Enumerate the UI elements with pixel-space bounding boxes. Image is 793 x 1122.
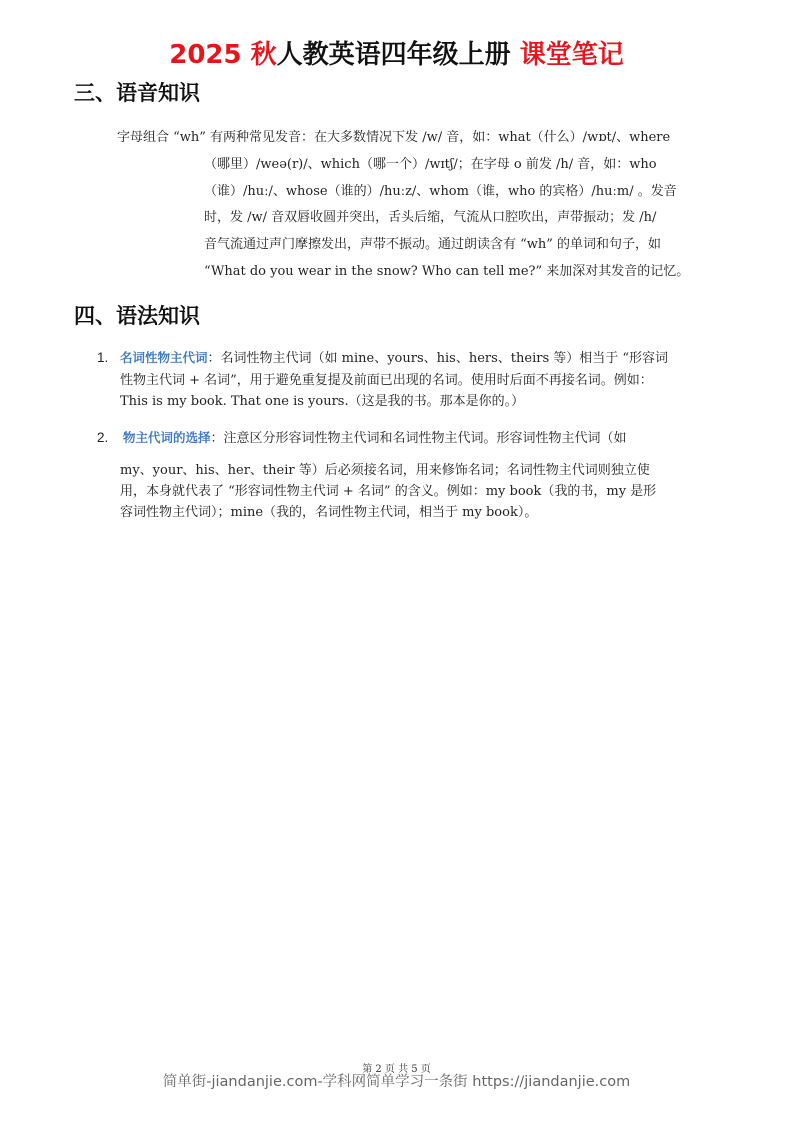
paragraph-line: 字母组合 “wh” 有两种常见发音：在大多数情况下发 /w/ 音，如：what（什么）/wɒt/、where: [117, 130, 671, 145]
paragraph-line: （谁）/huː/、whose（谁的）/huːz/、whom（谁，who 的宾格）/huːm/ 。发音: [204, 183, 677, 199]
section-heading-phonetics: 三、语音知识: [74, 81, 200, 105]
item-line: [120, 347, 668, 370]
grammar-item-1: [97, 347, 669, 413]
title-subject: 人教英语四年级上册: [276, 40, 511, 70]
page-number: 第 2 页 共 5 页: [362, 1064, 431, 1075]
phonetics-paragraph: [117, 125, 690, 286]
section-heading-grammar: 四、语法知识: [74, 304, 200, 328]
title-year: 2025 秋: [169, 40, 277, 70]
item-line: my、your、his、her、their 等）后必须接名词，用来修饰名词；名词性物主代词则独立使: [120, 463, 650, 478]
page-title: [0, 38, 793, 72]
grammar-item-2: [97, 427, 657, 523]
paragraph-line: （哪里）/weə(r)/、which（哪一个）/wɪtʃ/；在字母 o 前发 /h/ 音，如：who: [204, 156, 657, 172]
item-line: 容词性物主代词）；mine（我的，名词性物主代词，相当于 my book）。: [120, 505, 538, 520]
item-text: ：注意区分形容词性物主代词和名词性物主代词。形容词性物主代词（如: [210, 431, 627, 446]
paragraph-line: 音气流通过声门摩擦发出，声带不振动。通过朗读含有 “wh” 的单词和句子，如: [204, 237, 662, 253]
item-line: This is my book. That one is yours.（这是我的书。那本是你的。）: [120, 394, 525, 409]
paragraph-line: 时，发 /w/ 音双唇收圆并突出，舌头后缩，气流从口腔吹出，声带振动；发 /h/: [204, 210, 657, 226]
paragraph-line: “What do you wear in the snow? Who can tell me?” 来加深对其发音的记忆。: [204, 263, 690, 279]
item-heading: 物主代词的选择: [123, 430, 211, 445]
item-line: 性物主代词 + 名词”，用于避免重复提及前面已出现的名词。使用时后面不再接名词。例如：: [120, 372, 653, 388]
title-notes: 课堂笔记: [519, 40, 624, 70]
list-number: 2.: [97, 430, 109, 445]
item-text: ：名词性物主代词（如 mine、yours、his、hers、theirs 等）相当于 “形容词: [207, 351, 669, 366]
item-line: [123, 427, 656, 449]
item-heading: 名词性物主代词: [120, 350, 208, 365]
list-number: 1.: [97, 350, 109, 365]
watermark: 简单街-jiandanjie.com-学科网简单学习一条街 https://jiandanjie.com: [162, 1074, 631, 1090]
item-line: 用，本身就代表了 “形容词性物主代词 + 名词” 的含义。例如：my book（我的书，my 是形: [120, 484, 657, 499]
